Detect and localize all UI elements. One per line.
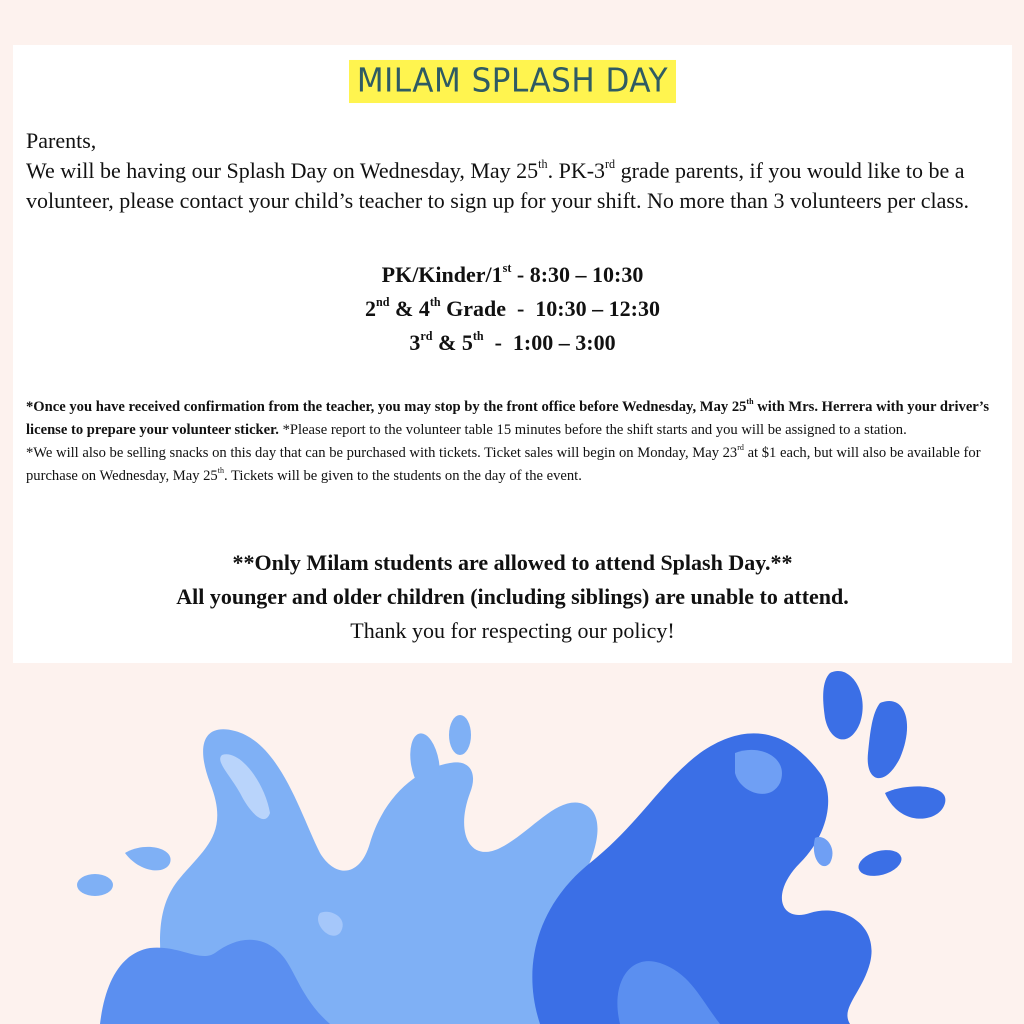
policy-closing xyxy=(13,546,1012,648)
policy-line-students-only: **Only Milam students are allowed to attend Splash Day.** xyxy=(232,550,793,575)
splash-droplet xyxy=(77,874,113,896)
schedule-line-pk-1st: PK/Kinder/1st - 8:30 – 10:30 xyxy=(381,261,644,287)
water-splash-illustration xyxy=(0,663,1024,1024)
flyer-title: MILAM SPLASH DAY xyxy=(349,60,676,103)
splash-droplet xyxy=(885,786,945,818)
note-snack-tickets: *We will also be selling snacks on this day that can be purchased with tickets. Ticket sales will begin on Monday, May 23rd at $1 each, but will also be available for purchase on Wednesday, May 25th. Tickets will be given to the students on the day of the event. xyxy=(26,443,981,484)
flyer-card xyxy=(13,45,1012,663)
splash-dark-body xyxy=(532,733,871,1024)
splash-droplet xyxy=(868,701,907,778)
splash-droplet xyxy=(823,671,863,739)
note-volunteer-sticker: *Once you have received confirmation from the teacher, you may stop by the front office before Wednesday, May 25th with Mrs. Herrera with your driver’s license to prepare your volunteer sticker. *Please report to the volunteer table 15 minutes before the shift starts and you will be assigned to a station. xyxy=(26,397,990,438)
greeting: Parents, xyxy=(26,128,97,153)
schedule-line-2nd-4th: 2nd & 4th Grade - 10:30 – 12:30 xyxy=(365,295,660,321)
splash-droplet xyxy=(449,715,471,755)
intro-text: We will be having our Splash Day on Wednesday, May 25th. PK-3rd grade parents, if you would like to be a volunteer, please contact your child’s teacher to sign up for your shift. No more than 3 volunteers per class. xyxy=(26,157,970,213)
schedule-line-3rd-5th: 3rd & 5th - 1:00 – 3:00 xyxy=(409,329,616,355)
policy-line-no-siblings: All younger and older children (including siblings) are unable to attend. xyxy=(176,584,849,609)
thank-you-line: Thank you for respecting our policy! xyxy=(350,618,675,643)
splash-droplet xyxy=(125,847,171,871)
splash-highlight xyxy=(814,837,833,866)
splash-droplet xyxy=(856,846,905,881)
volunteer-schedule xyxy=(13,258,1012,360)
intro-paragraph xyxy=(26,126,1011,216)
notes-section xyxy=(26,396,1001,488)
